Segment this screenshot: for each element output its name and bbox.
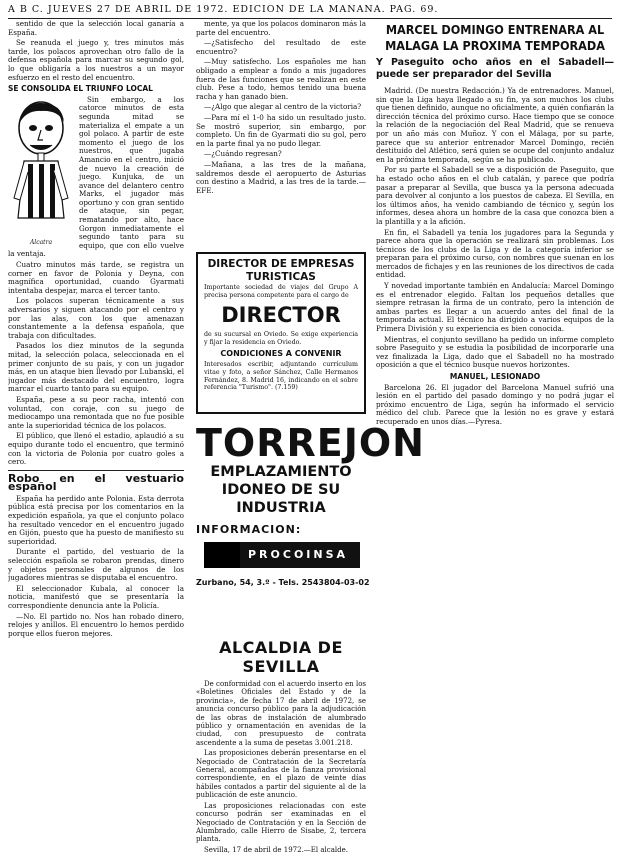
article-deck: Y Paseguito ocho años en el Sabadell—puede ser preparador del Sevilla: [376, 57, 614, 80]
logo-text: PROCOINSA: [248, 548, 349, 561]
subheading: MANUEL, LESIONADO: [449, 372, 541, 381]
contact-address: Zurbano, 54, 3.º - Tels. 2543804-03-02: [196, 578, 370, 587]
paragraph: El seleccionador Kubala, al conocer la noticia, manifestó que se presentaría la correspondiente denuncia ante la Policía.: [8, 583, 184, 610]
paragraph: Las proposiciones relacionadas con este concurso podrán ser examinadas en el Negociado de Contratación y en la Sección de Alumbrado, calle Hierro de Sisabe, 2, tercera planta.: [196, 801, 366, 844]
paragraph: —Para mí el 1-0 ha sido un resultado justo. Se mostró superior, sin embargo, por completo. Un fin de Gyarmati dio su gol, pero en la parte final ya no pudo llegar.: [196, 112, 366, 148]
paragraph: España, pese a su peor racha, intentó con voluntad, con coraje, con su juego de mediocampo una remontada que no fue posible ante la superioridad técnica de los polacos.: [8, 394, 184, 430]
info-label: INFORMACION:: [196, 523, 302, 536]
paragraph: Los polacos superan técnicamente a sus adversarios y siguen atacando por el centro y por las alas, con los que amenazan constantemente a la defensa española, que trabaja con dificultades.: [8, 296, 184, 340]
paragraph: Se reanuda el juego y, tres minutos más tarde, los polacos aprovechan otro fallo de la defensa española para marcar su segundo gol, lo que obligaría a los nuestros a un mayor esfuerzo en el resto del encuentro.: [8, 38, 184, 82]
article-headline: Robo en el vestuario español: [8, 471, 184, 494]
caricature-illustration: [8, 98, 74, 248]
paragraph: —Muy satisfecho. Los españoles me han obligado a emplear a fondo a mis jugadores fuera de las funciones que se realizan en este club. Pese a todo, hemos tenido una buena racha y han ganado bien.: [196, 57, 366, 101]
ad-text: de su sucursal en Oviedo. Se exige experiencia y fijar la residencia en Oviedo.: [204, 331, 358, 346]
column-left: [8, 20, 184, 855]
paragraph: Sevilla, 17 de abril de 1972.—El alcalde.: [204, 845, 348, 854]
column-right: [376, 20, 614, 855]
article-headline: MARCEL DOMINGO ENTRENARA AL MALAGA LA PROXIMA TEMPORADA: [385, 22, 605, 53]
page-header: A B C. JUEVES 27 DE ABRIL DE 1972. EDICION DE LA MAÑANA. PAG. 69.: [8, 4, 612, 19]
procoinsa-logo: [204, 542, 360, 574]
torrejon-subtitle: EMPLAZAMIENTO IDONEO DE SU INDUSTRIA: [210, 464, 352, 516]
subheading: SE CONSOLIDA EL TRIUNFO LOCAL: [8, 84, 153, 94]
caricature-drawing: [8, 98, 74, 238]
caricature-caption: Alcatra: [29, 239, 53, 247]
paragraph: Mientras, el conjunto sevillano ha pedido un informe completo sobre Paseguito y se estudia la posibilidad de incorporarle una vez finalizada la Liga, dado que el Sabadell no ha mostrado oposición a que el técnico busque nuevos horizontes.: [376, 334, 614, 370]
ad-text: Interesados escribir, adjuntando currículum vitae y foto, a señor Sánchez, Calle Hermanos Fernández, 8. Madrid 16, indicando en el sobre referencia "Turismo". (7.159): [204, 361, 358, 392]
paragraph: —Mañana, a las tres de la mañana, saldremos desde el aeropuerto de Asturias con destino a Madrid, a las tres de la tarde.—EFE.: [196, 159, 366, 195]
paragraph: —No. El partido no. Nos han robado dinero, relojes y anillos. El encuentro lo hemos perdido porque ellos fueron mejores.: [8, 611, 184, 638]
column-middle-text: [196, 20, 366, 242]
paragraph: El público, que llenó el estadio, aplaudió a su equipo durante todo el encuentro, que terminó con la victoria de Polonia por cuatro goles a cero.: [8, 431, 184, 467]
paragraph: En fin, el Sabadell ya tenía los jugadores para la Segunda y parece ahora que la operación se realizará sin problemas. Los técnicos de los clubs de la Liga y de la categoría inferior se preparan para el próximo curso, con nombres que suenan en los mercados de fichajes y en las reuniones de los directivos de cada entidad.: [376, 227, 614, 280]
job-advertisement: [196, 252, 366, 414]
paragraph: Pasados los diez minutos de la segunda mitad, la selección polaca, seleccionada en el primer conjunto de su país, y con un jugador más, en un ataque bien llevado por Lubanski, el jugador más destacado del encuentro, logra marcar el cuarto tanto para su equipo.: [8, 341, 184, 394]
torrejon-title: TORREJON: [196, 421, 425, 465]
ad-big-word: DIRECTOR: [221, 303, 341, 328]
paragraph: Las proposiciones deberán presentarse en el Negociado de Contratación de la Secretaría General, acompañadas de la fianza provisional correspondiente, en el plazo de veinte días hábiles contados a partir del siguiente al de la publicación de este anuncio.: [196, 749, 366, 800]
paragraph: De conformidad con el acuerdo inserto en los «Boletines Oficiales del Estado y de la provincia», de fecha 17 de abril de 1972, se anuncia concurso público para la adjudicación de las obras de instalación de alumbrado público y ornamentación en avenidas de la ciudad, con presupuesto de contrata ascendente a la suma de pesetas 3.001.218.: [196, 680, 366, 747]
ad-text: Importante sociedad de viajes del Grupo A precisa persona competente para el cargo de: [204, 284, 358, 299]
ad-title: DIRECTOR DE EMPRESAS TURISTICAS: [207, 258, 355, 283]
paragraph: España ha perdido ante Polonia. Esta derrota pública está precisa por los comentarios en la expedición española, ya que el conjunto polaco ha resultado vencedor en el encuentro jugado en Gijón, puesto que ha puesto de manifiesto su superioridad.: [8, 493, 184, 546]
paragraph: Madrid. (De nuestra Redacción.) Ya de entrenadores. Manuel, sin que la Liga haya llegado a su fin, ya son muchos los clubs que tienen definido, aunque no oficialmente, a quién confiarán la dirección técnica del próximo curso. Hace tiempo que se conoce la relación de la negociación del Real Madrid, que se renueva por un año más con Muñoz. Y con el Málaga, por su parte, parece que su anterior entrenador Marcel Domingo, recién destituido del Atlético, será quien se ocupe del conjunto andaluz en la próxima temporada, según se ha publicado.: [376, 86, 614, 164]
paragraph: Y novedad importante también en Andalucía: Marcel Domingo es el entrenador elegido. Faltan los pequeños detalles que siempre retrasan la firma de un contrato, pero la intención de ambas partes es llegar a un acuerdo antes del final de la temporada actual. El técnico ha dirigido a varios equipos de la Primera División y su experiencia es bien conocida.: [376, 281, 614, 334]
paragraph: Barcelona 26. El jugador del Barcelona Manuel sufrió una lesión en el partido del pasado domingo y no podrá jugar el próximo encuentro de Liga, según ha informado el servicio médico del club. Parece que la lesión no es grave y estará recuperado en unos días.—Pyresa.: [376, 382, 614, 426]
paragraph: Por su parte el Sabadell se ve a disposición de Paseguito, que ha estado ocho años en el club catalán, y parece que podría pasar a preparar al Sevilla, que busca ya la persona adecuada para devolver al conjunto a los puestos de cabeza. El Sevilla, en los últimos años, ha venido cambiando de técnico y, según los informes, desea ahora un hombre de la casa que conozca bien a la plantilla y a la afición.: [376, 165, 614, 226]
paragraph: Cuatro minutos más tarde, se registra un corner en favor de Polonia y Deyna, con magnífica oportunidad, cuando Gyarmati intentaba despejar, marca el tercer tanto.: [8, 260, 184, 295]
paragraph: —¿Cuándo regresan?: [204, 149, 282, 159]
paragraph: sentido de que la selección local ganaría a España.: [8, 20, 184, 37]
torrejon-advertisement: [196, 421, 425, 587]
paragraph: Sin embargo, a los catorce minutos de esta segunda mitad se materializa el empate a un gol polaco. A partir de este momento el juego de los nuestros, que jugaba Amancio en el centro, inició de nuevo la creación de juego. Kunjuka, de un avance del delantero centro Marks, el jugador más oportuno y con gran sentido de ataque, sin pegar, rematando por alto, hace Gorgon inmediatamente el segundo tanto para su equipo, que con ello vuelve la ventaja.: [8, 94, 184, 259]
alcaldia-notice: [196, 638, 366, 856]
notice-title: ALCALDIA DE SEVILLA: [219, 638, 343, 676]
paragraph: mente, ya que los polacos dominaron más la parte del encuentro.: [196, 20, 366, 37]
paragraph: —¿Algo que alegar al centro de la victoria?: [204, 102, 362, 112]
paragraph: Durante el partido, del vestuario de la selección española se robaron prendas, dinero y objetos personales de algunos de los jugadores mientras se disputaba el encuentro.: [8, 547, 184, 583]
paragraph: —¿Satisfecho del resultado de este encuentro?: [196, 38, 366, 56]
ad-conditions: CONDICIONES A CONVENIR: [220, 349, 342, 359]
